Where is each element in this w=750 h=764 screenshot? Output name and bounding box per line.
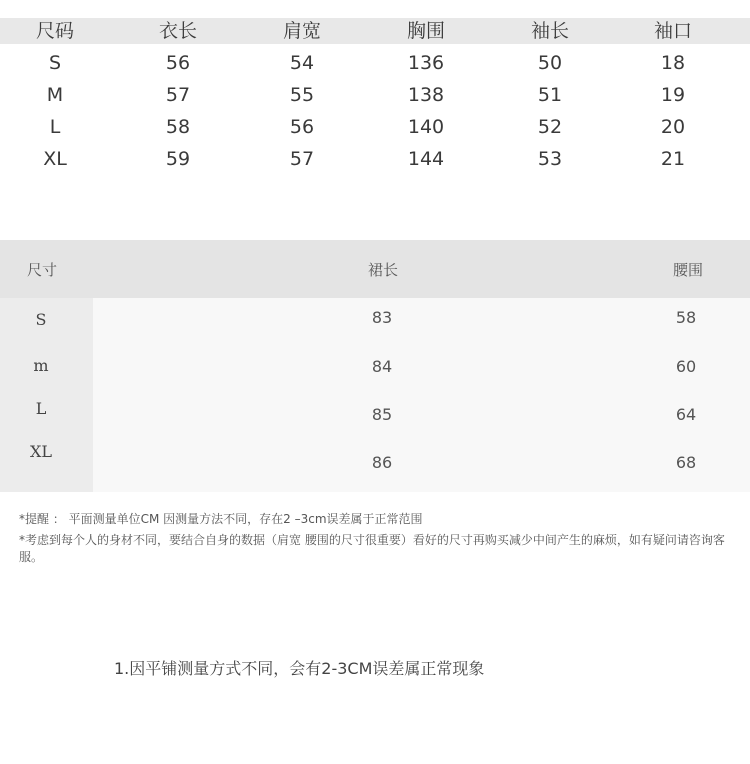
table-cell: 83 — [371, 308, 393, 327]
table-cell: 19 — [660, 84, 686, 106]
table-row — [0, 82, 750, 114]
column-header-size: 尺码 — [35, 20, 74, 42]
column-header-cuff: 袖口 — [653, 20, 692, 42]
table-cell: 138 — [407, 84, 445, 106]
column-header-length: 衣长 — [158, 20, 197, 42]
table-cell: 58 — [675, 308, 697, 327]
table-cell-size: m — [33, 356, 49, 375]
column-header-size: 尺寸 — [27, 261, 58, 279]
table-cell: 18 — [660, 52, 686, 74]
column-header-chest: 胸围 — [406, 20, 445, 42]
table-cell-size: L — [35, 399, 47, 418]
table-cell: 53 — [537, 148, 563, 170]
table-cell-size: S — [35, 310, 47, 329]
measurement-note: *提醒 ： 平面测量单位CM 因测量方法不同，存在2 –3cm误差属于正常范围 — [19, 512, 423, 526]
table-cell: 51 — [537, 84, 563, 106]
table-cell-size: XL — [29, 442, 52, 461]
table-cell: 144 — [407, 148, 445, 170]
table-cell: 140 — [407, 116, 445, 138]
table-header-row — [0, 18, 750, 44]
table-cell: 84 — [371, 357, 393, 376]
table-cell: 68 — [675, 453, 697, 472]
table-cell: L — [49, 116, 61, 138]
table-cell: 60 — [675, 357, 697, 376]
table-cell: 54 — [289, 52, 315, 74]
table-cell: S — [48, 52, 62, 74]
table-cell: 86 — [371, 453, 393, 472]
fit-advice-note: *考虑到每个人的身材不同，要结合自身的数据（肩宽 腰围的尺寸很重要）看好的尺寸再购买减少中间产生的麻烦，如有疑问请咨询客服。 — [19, 533, 725, 564]
table-cell: 136 — [407, 52, 445, 74]
footnote-text: 1.因平铺测量方式不同，会有2-3CM误差属正常现象 — [114, 659, 485, 678]
column-header-waist: 腰围 — [673, 261, 704, 279]
table-cell: XL — [43, 148, 67, 170]
table-cell: 56 — [165, 52, 191, 74]
table-row — [0, 146, 750, 178]
table-cell: 85 — [371, 405, 393, 424]
table-cell: 55 — [289, 84, 315, 106]
table-cell: 58 — [165, 116, 191, 138]
table-cell: 57 — [165, 84, 191, 106]
table-cell: 50 — [537, 52, 563, 74]
table-cell: 21 — [660, 148, 686, 170]
column-header-skirt-length: 裙长 — [368, 261, 399, 279]
table-cell: M — [46, 84, 64, 106]
table-cell: 57 — [289, 148, 315, 170]
table-row — [0, 114, 750, 146]
column-header-sleeve: 袖长 — [530, 20, 569, 42]
table-header-row — [0, 240, 750, 298]
table-cell: 52 — [537, 116, 563, 138]
table-row — [0, 50, 750, 82]
table-cell: 59 — [165, 148, 191, 170]
table-cell: 56 — [289, 116, 315, 138]
table-cell: 20 — [660, 116, 686, 138]
column-header-shoulder: 肩宽 — [282, 20, 321, 42]
table-cell: 64 — [675, 405, 697, 424]
